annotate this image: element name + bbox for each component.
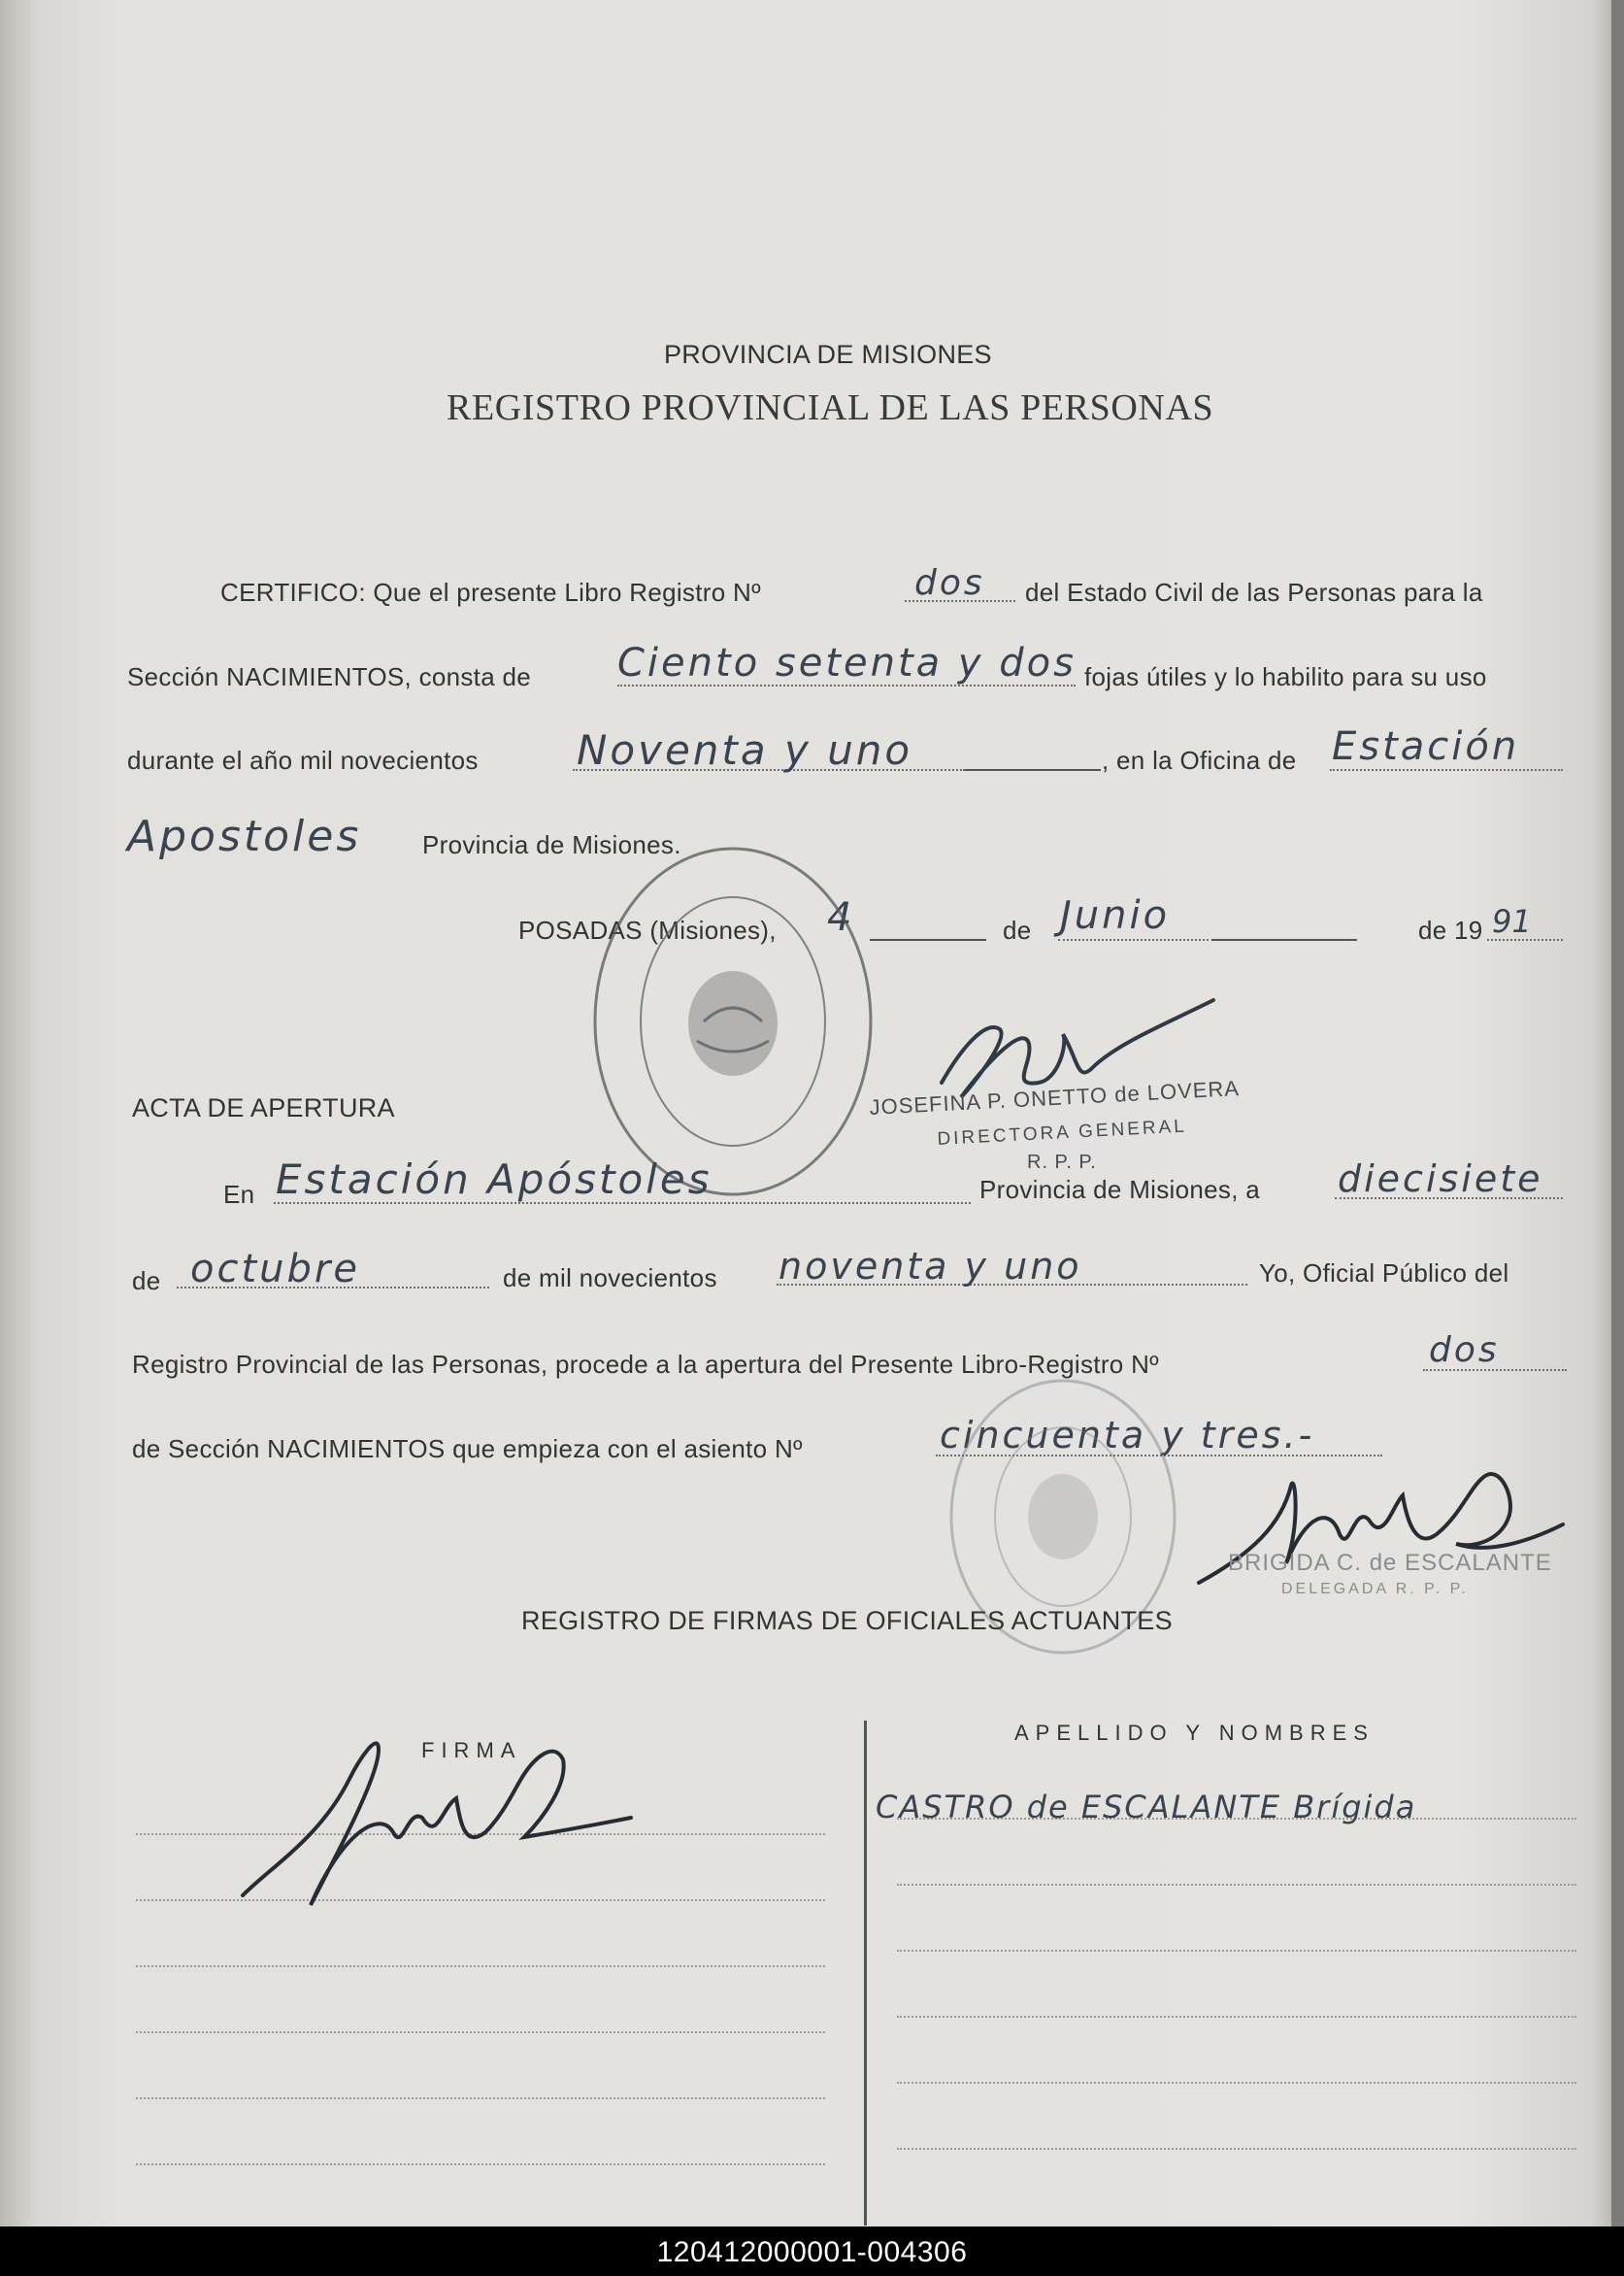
cert-date-year-dots	[1487, 939, 1563, 941]
cert-date-month-handwriting: Junio	[1060, 893, 1171, 938]
document-number: 120412000001-004306	[656, 2236, 968, 2268]
acta-line1-text-b: Provincia de Misiones, a	[979, 1175, 1260, 1204]
cert-date-month-line	[1211, 939, 1357, 941]
registry-heading: REGISTRO PROVINCIAL DE LAS PERSONAS	[447, 387, 1214, 428]
acta-line3-handwriting: dos	[1429, 1330, 1500, 1370]
director-stamp-name: JOSEFINA P. ONETTO de LOVERA	[869, 1076, 1241, 1120]
official-signature	[233, 1721, 641, 1915]
firma-line-6	[136, 2163, 825, 2165]
director-stamp-org: R. P. P.	[1027, 1152, 1097, 1173]
footer-bar	[0, 2226, 1624, 2276]
nombres-line-4	[897, 2016, 1576, 2018]
acta-line1-handwriting: Estación Apóstoles	[276, 1155, 713, 1203]
nombres-line-5	[897, 2082, 1576, 2084]
cert-line1-text: CERTIFICO: Que el presente Libro Registro Nº	[220, 578, 761, 607]
signatures-col-nombres: APELLIDO Y NOMBRES	[1014, 1721, 1375, 1745]
firma-line-5	[136, 2097, 825, 2099]
acta-line1-day-handwriting: diecisiete	[1338, 1157, 1543, 1200]
acta-line4-handwriting: cincuenta y tres.-	[940, 1414, 1315, 1456]
cert-line3-office-handwriting: Estación	[1332, 724, 1520, 769]
registry-seal-top	[582, 837, 883, 1206]
cert-line2-text: Sección NACIMIENTOS, consta de	[127, 662, 532, 691]
acta-line2-year-handwriting: noventa y uno	[779, 1245, 1082, 1288]
nombres-line-2	[897, 1884, 1576, 1886]
acta-line2-handwriting: octubre	[190, 1247, 360, 1291]
acta-line2-text-c: Yo, Oficial Público del	[1259, 1258, 1509, 1288]
cert-line1-handwriting: dos	[914, 563, 985, 603]
province-heading: PROVINCIA DE MISIONES	[664, 340, 992, 369]
cert-line4-text: Provincia de Misiones.	[422, 830, 681, 859]
acta-line2-text: de	[132, 1266, 161, 1295]
nombres-line-6	[897, 2148, 1576, 2150]
delegate-stamp-title: DELEGADA R. P. P.	[1281, 1581, 1469, 1597]
cert-date-month-dots	[1058, 939, 1209, 941]
signatures-col-firma: FIRMA	[421, 1738, 522, 1762]
director-stamp-title: DIRECTORA GENERAL	[937, 1116, 1188, 1150]
cert-line1-text-b: del Estado Civil de las Personas para la	[1025, 578, 1483, 607]
cert-line3-office-dots	[1330, 769, 1563, 771]
cert-line3-text: durante el año mil novecientos	[127, 746, 479, 775]
acta-line4-text: de Sección NACIMIENTOS que empieza con el asiento Nº	[132, 1434, 803, 1463]
cert-line3-underline	[965, 769, 1101, 771]
signatures-section-title: REGISTRO DE FIRMAS DE OFICIALES ACTUANTES	[521, 1606, 1173, 1635]
cert-date-de-2: de 19	[1418, 916, 1483, 945]
cert-date-de-1: de	[1003, 916, 1032, 945]
acta-line2-text-b: de mil novecientos	[503, 1263, 717, 1292]
cert-line2-handwriting: Ciento setenta y dos	[617, 641, 1077, 686]
acta-title: ACTA DE APERTURA	[132, 1093, 395, 1122]
cert-date-year-handwriting: 91	[1492, 903, 1532, 940]
acta-line1-text: En	[223, 1180, 255, 1209]
cert-line3-handwriting: Noventa y uno	[577, 726, 913, 774]
cert-date-place: POSADAS (Misiones),	[518, 916, 777, 945]
cert-line4-handwriting: Apostoles	[127, 812, 362, 861]
nombres-line-3	[897, 1950, 1576, 1952]
cert-date-day-line	[870, 939, 986, 941]
acta-line3-text: Registro Provincial de las Personas, procede a la apertura del Presente Libro-Registro Nº	[132, 1350, 1159, 1379]
cert-line3-text-b: , en la Oficina de	[1102, 746, 1297, 775]
signatures-entry-name: CASTRO de ESCALANTE Brígida	[876, 1789, 1417, 1825]
firma-line-3	[136, 1965, 825, 1967]
cert-line2-text-b: fojas útiles y lo habilito para su uso	[1084, 662, 1487, 691]
cert-date-day-handwriting: 4	[827, 895, 855, 940]
signatures-column-divider	[864, 1721, 867, 2226]
firma-line-4	[136, 2031, 825, 2033]
delegate-stamp-name: BRIGIDA C. de ESCALANTE	[1228, 1550, 1552, 1576]
